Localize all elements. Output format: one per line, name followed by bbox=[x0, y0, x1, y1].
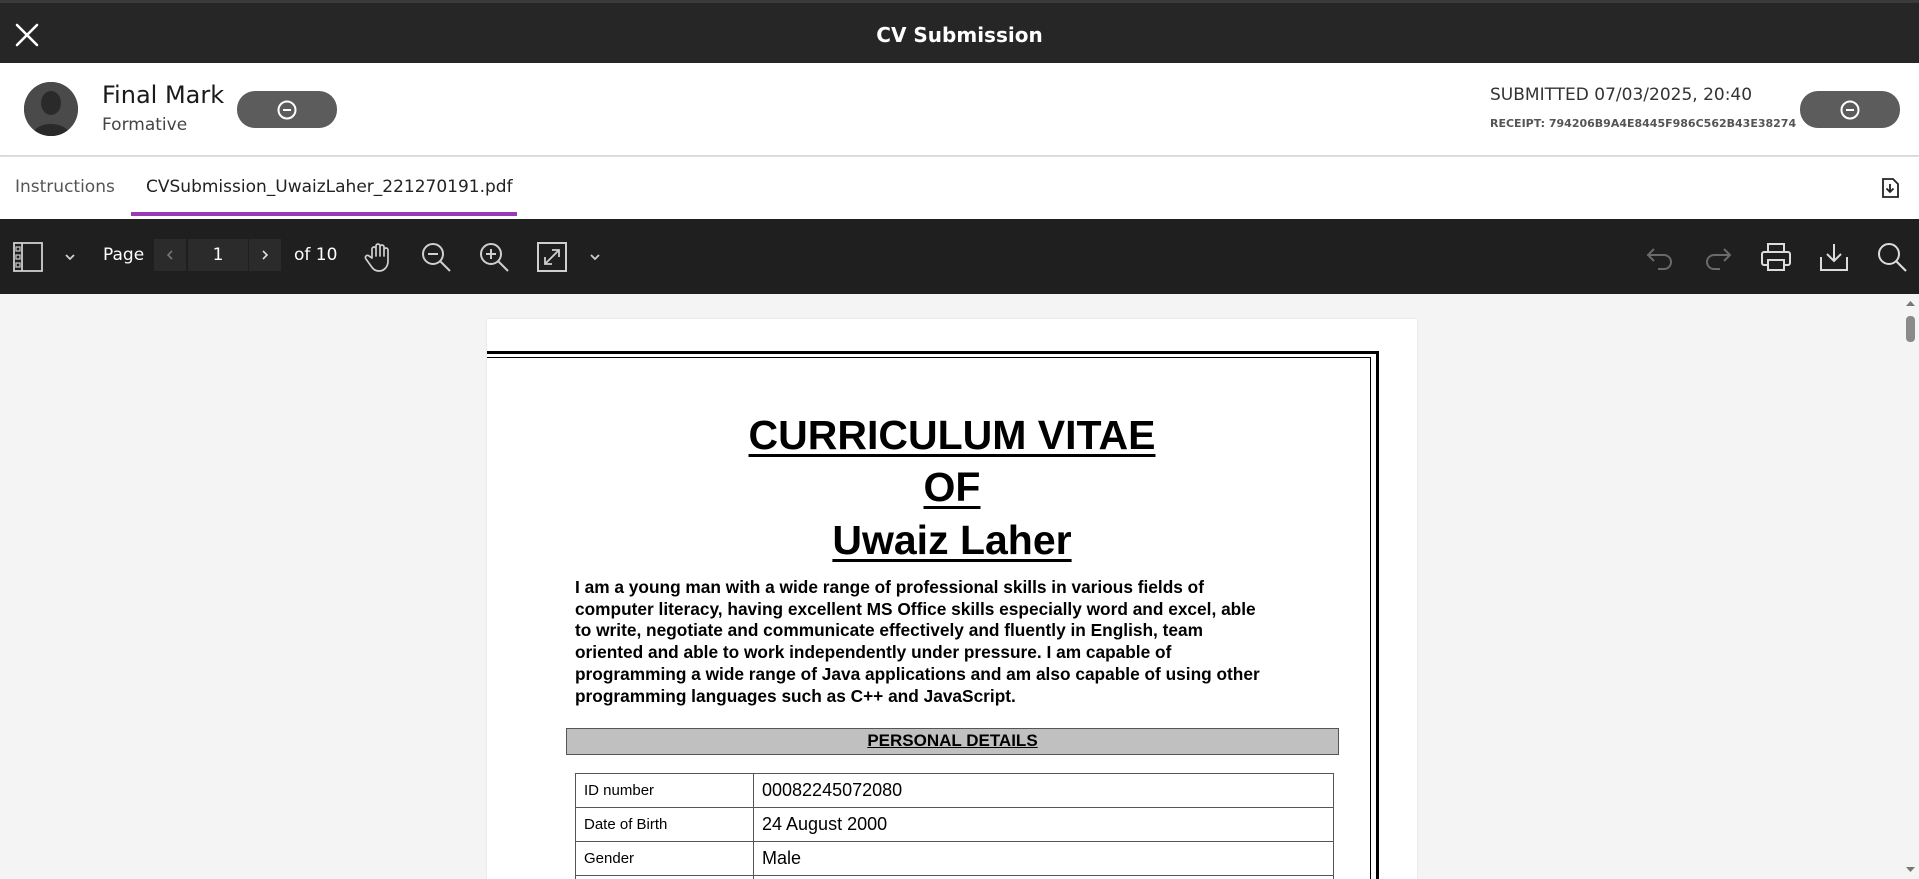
title-bar bbox=[0, 0, 1919, 63]
cv-heading-line: CURRICULUM VITAE bbox=[748, 412, 1156, 458]
total-pages: of 10 bbox=[294, 245, 338, 265]
pdf-toolbar bbox=[0, 219, 1919, 294]
submission-header bbox=[0, 63, 1919, 156]
summary-line: I am a young man with a wide range of professional skills in various fields of bbox=[575, 577, 1204, 597]
summary-line: computer literacy, having excellent MS Office skills especially word and excel, able bbox=[575, 598, 1256, 619]
vertical-scrollbar[interactable] bbox=[1902, 294, 1919, 879]
fit-page-icon[interactable] bbox=[535, 240, 569, 278]
minus-circle-icon bbox=[276, 99, 298, 121]
detail-value: Male bbox=[754, 842, 1334, 876]
tab-pdf-file[interactable]: CVSubmission_UwaizLaher_221270191.pdf bbox=[146, 177, 513, 197]
chevron-down-icon[interactable] bbox=[588, 249, 602, 268]
personal-details-table bbox=[575, 773, 1334, 879]
undo-icon[interactable] bbox=[1644, 241, 1676, 277]
detail-value: 00082245072080 bbox=[754, 774, 1334, 808]
grade-pill-button[interactable] bbox=[237, 91, 337, 128]
pdf-page bbox=[487, 319, 1417, 879]
chevron-down-icon[interactable] bbox=[63, 249, 77, 268]
search-icon[interactable] bbox=[1875, 241, 1909, 277]
sidebar-panel-icon[interactable] bbox=[12, 241, 44, 277]
detail-key: Date of Birth bbox=[576, 808, 754, 842]
redo-icon[interactable] bbox=[1702, 241, 1734, 277]
receipt-id: RECEIPT: 794206B9A4E8445F986C562B43E38274 bbox=[1490, 117, 1797, 130]
table-row bbox=[576, 842, 1334, 876]
cv-name: Uwaiz Laher bbox=[832, 517, 1072, 563]
cv-summary bbox=[575, 577, 1335, 707]
tab-bar bbox=[0, 157, 1919, 219]
submission-pill-button[interactable] bbox=[1800, 91, 1900, 128]
scroll-up-icon[interactable] bbox=[1902, 297, 1919, 309]
detail-value bbox=[754, 876, 1334, 879]
chevron-left-icon bbox=[164, 249, 176, 261]
section-heading: PERSONAL DETAILS bbox=[566, 728, 1339, 755]
zoom-in-icon[interactable] bbox=[477, 240, 511, 278]
table-row bbox=[576, 808, 1334, 842]
pdf-viewer[interactable] bbox=[0, 294, 1919, 879]
next-page-button[interactable] bbox=[249, 239, 281, 271]
tab-instructions[interactable]: Instructions bbox=[15, 177, 115, 197]
table-row bbox=[576, 876, 1334, 879]
summary-line: to write, negotiate and communicate effectively and fluently in English, team bbox=[575, 620, 1204, 641]
minus-circle-icon bbox=[1839, 99, 1861, 121]
print-icon[interactable] bbox=[1759, 241, 1793, 277]
detail-value: 24 August 2000 bbox=[754, 808, 1334, 842]
download-icon[interactable] bbox=[1817, 241, 1851, 277]
page-number-input[interactable]: 1 bbox=[188, 239, 248, 271]
detail-key bbox=[576, 876, 754, 879]
detail-key: Gender bbox=[576, 842, 754, 876]
summary-line: programming a wide range of Java applications and am also capable of using other bbox=[575, 663, 1260, 684]
user-avatar-icon bbox=[24, 82, 78, 136]
scroll-down-icon[interactable] bbox=[1902, 864, 1919, 876]
table-row bbox=[576, 774, 1334, 808]
submitted-timestamp: SUBMITTED 07/03/2025, 20:40 bbox=[1490, 85, 1753, 105]
summary-line: programming languages such as C++ and JavaScript. bbox=[575, 685, 1016, 706]
page-label: Page bbox=[103, 245, 145, 265]
summary-line: oriented and able to work independently under pressure. I am capable of bbox=[575, 642, 1172, 663]
hand-icon[interactable] bbox=[363, 240, 397, 278]
final-mark-title: Final Mark bbox=[102, 81, 225, 109]
assessment-type: Formative bbox=[102, 115, 188, 135]
chevron-right-icon bbox=[259, 249, 271, 261]
window-title: CV Submission bbox=[876, 23, 1043, 47]
scroll-thumb[interactable] bbox=[1906, 316, 1915, 342]
download-file-icon[interactable] bbox=[1878, 176, 1902, 200]
active-tab-indicator bbox=[131, 212, 517, 216]
detail-key: ID number bbox=[576, 774, 754, 808]
previous-page-button[interactable] bbox=[154, 239, 186, 271]
zoom-out-icon[interactable] bbox=[419, 240, 453, 278]
cv-heading-line: OF bbox=[923, 464, 981, 510]
